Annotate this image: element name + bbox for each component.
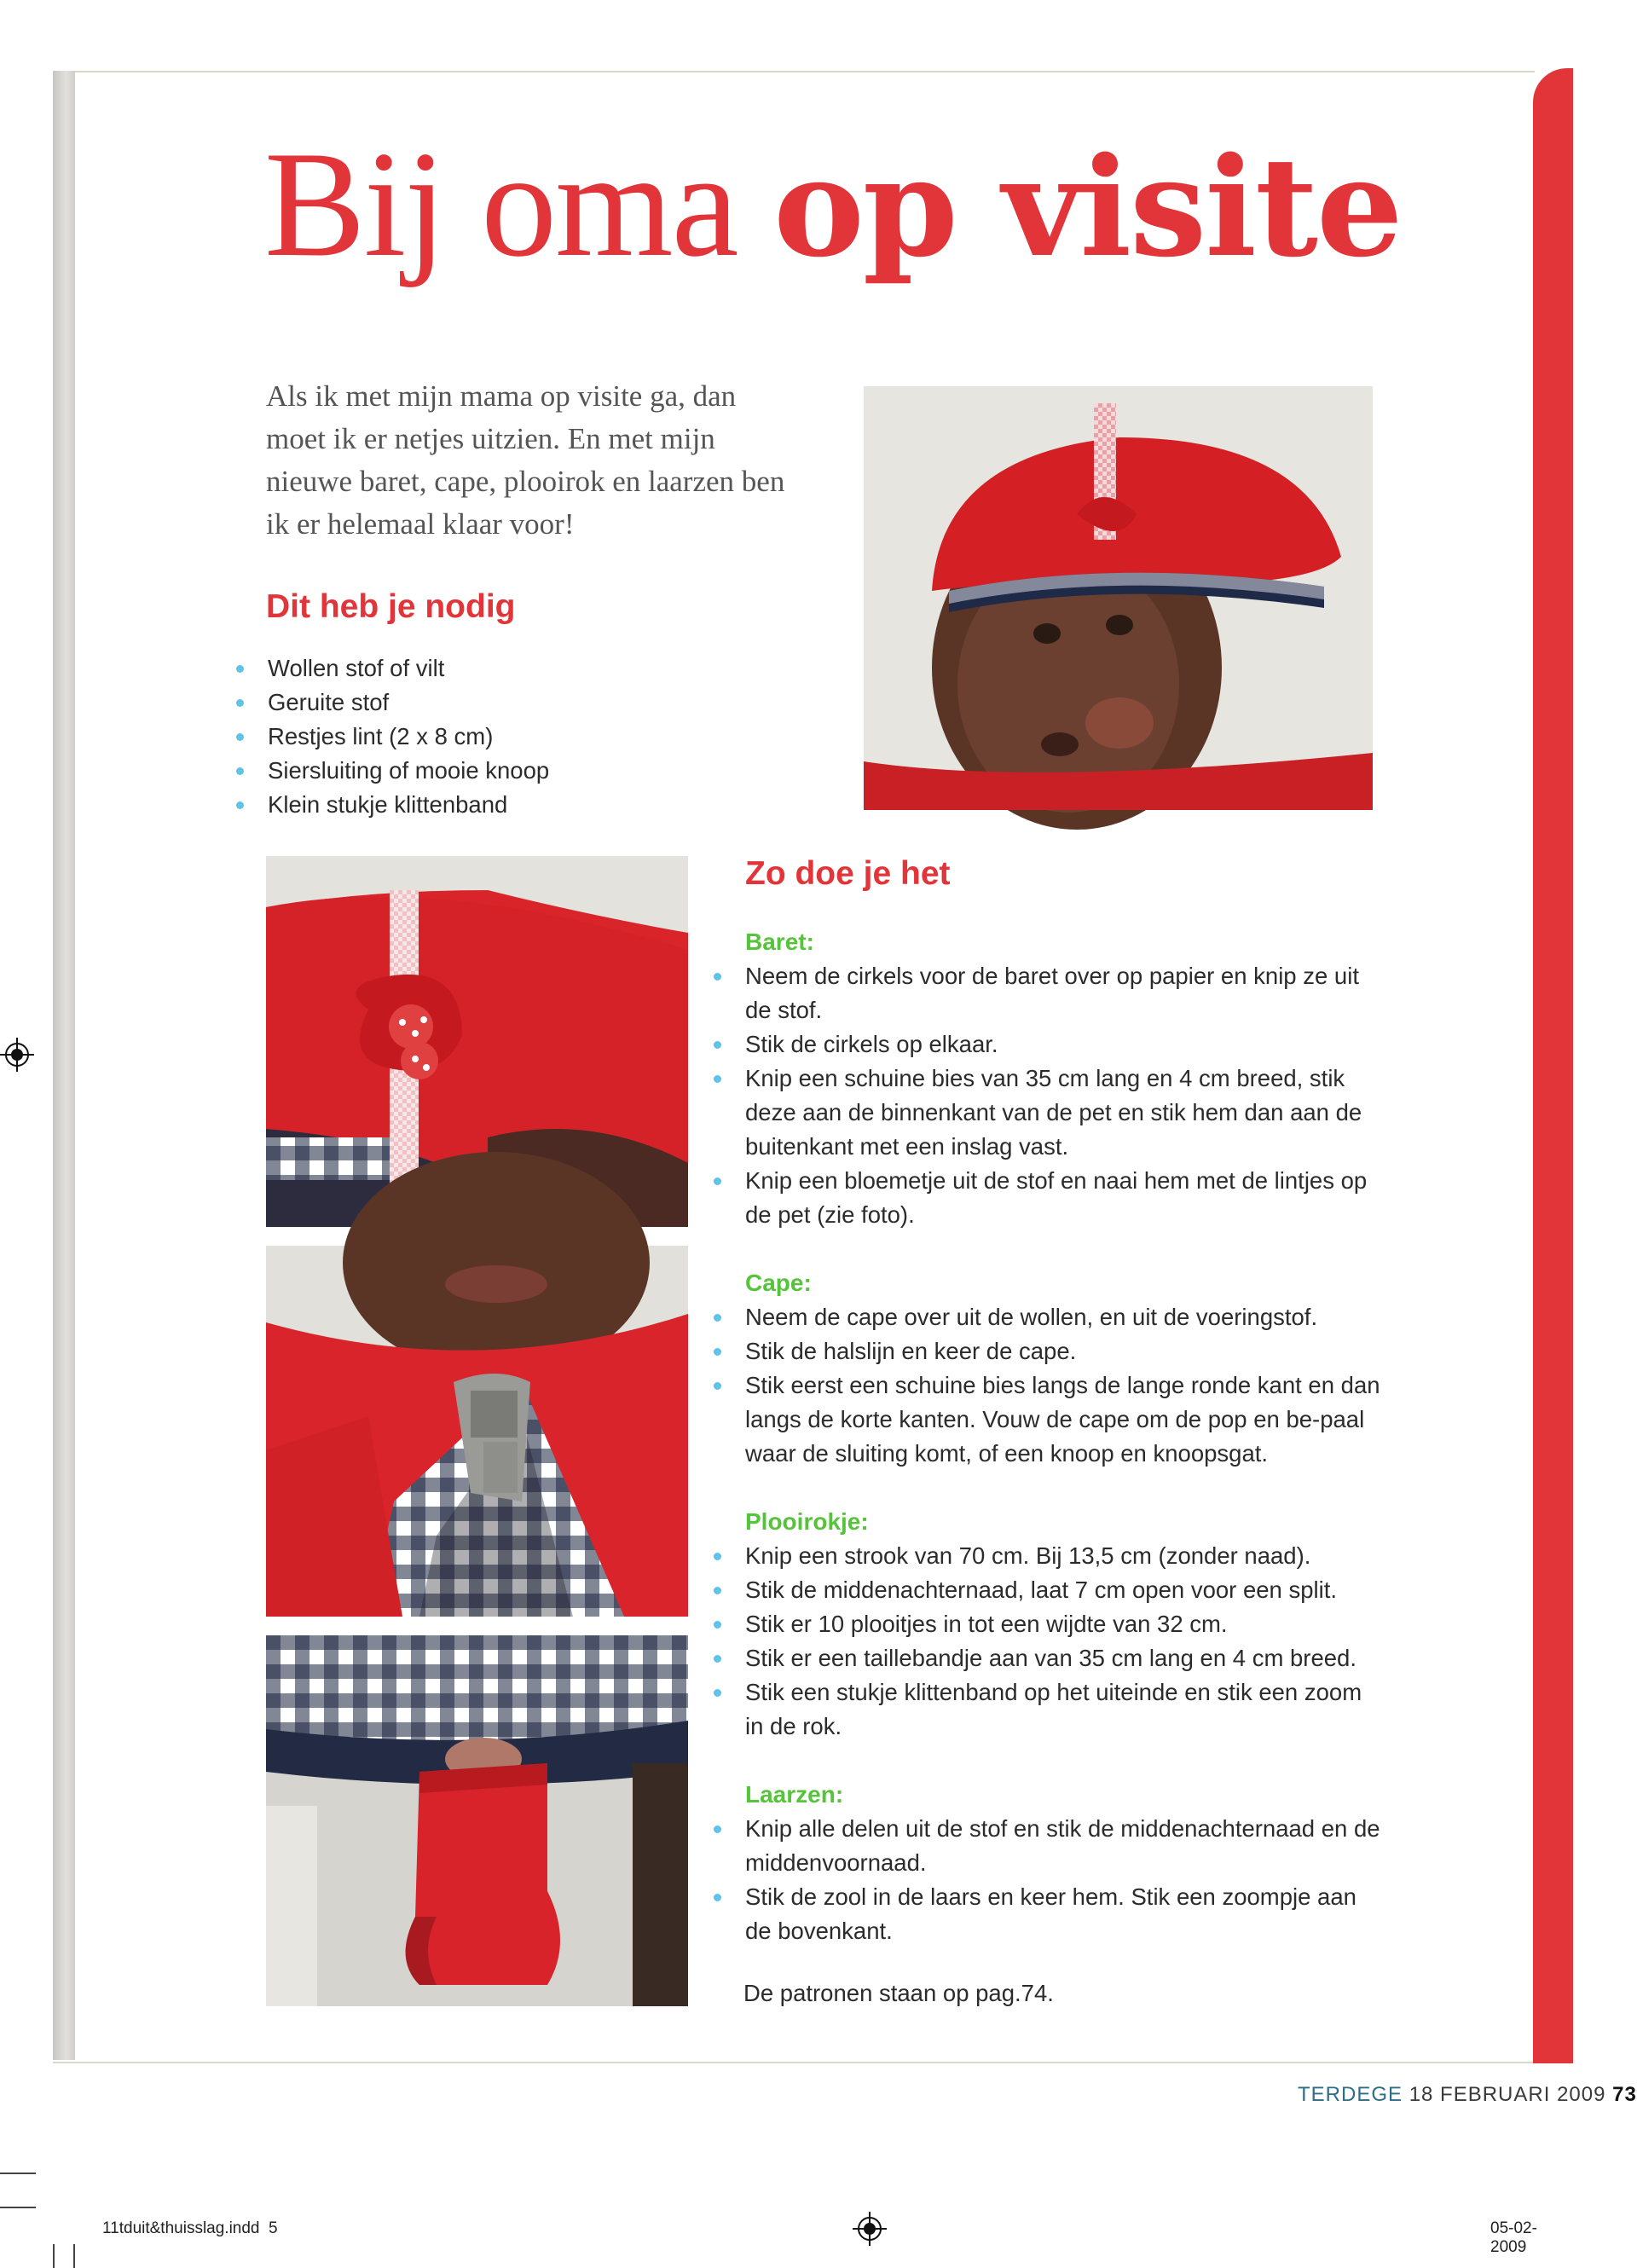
binding-strip (53, 71, 75, 2060)
section-baret (745, 925, 1381, 1232)
section-title: Plooirokje: (745, 1508, 869, 1535)
section-plooirokje (745, 1505, 1381, 1744)
slug-date: 05-02-2009 (1490, 2219, 1537, 2256)
section-title: Laarzen: (745, 1781, 844, 1808)
list-item: Restjes lint (2 x 8 cm) (268, 720, 779, 754)
list-item: Knip een bloemetje uit de stof en naai hem met de lintjes op de pet (zie foto). (745, 1164, 1381, 1232)
steps-list (745, 1539, 1381, 1744)
page-number: 73 (1612, 2083, 1637, 2106)
howto-heading: Zo doe je het (745, 855, 951, 892)
title-light: Bij oma (264, 119, 774, 288)
list-item: Stik een stukje klittenband op het uiteinde en stik een zoom in de rok. (745, 1675, 1381, 1744)
list-item: Stik de halslijn en keer de cape. (745, 1334, 1381, 1368)
list-item: Stik de cirkels op elkaar. (745, 1027, 1381, 1062)
photo-boot-detail (266, 1635, 688, 2006)
red-edge-band (1533, 68, 1573, 2063)
crop-mark (73, 2244, 75, 2268)
magazine-name: TERDEGE (1298, 2083, 1403, 2106)
list-item: Siersluiting of mooie knoop (268, 754, 779, 788)
closing-note: De patronen staan op pag.74. (743, 1980, 1054, 2006)
instructions (745, 925, 1381, 1982)
needs-list (268, 651, 779, 822)
steps-list (745, 1812, 1381, 1948)
list-item: Geruite stof (268, 686, 779, 720)
registration-mark-icon (853, 2212, 887, 2246)
section-laarzen (745, 1778, 1381, 1948)
list-item: Neem de cirkels voor de baret over op papier en knip ze uit de stof. (745, 959, 1381, 1027)
crop-mark (0, 2173, 36, 2174)
list-item: Stik de zool in de laars en keer hem. Stik een zoompje aan de bovenkant. (745, 1880, 1381, 1948)
page-footer (1298, 2083, 1637, 2107)
list-item: Wollen stof of vilt (268, 651, 779, 686)
list-item: Klein stukje klittenband (268, 788, 779, 822)
list-item: Knip alle delen uit de stof en stik de middenachternaad en de middenvoornaad. (745, 1812, 1381, 1880)
section-title: Baret: (745, 929, 814, 955)
photo-cape-detail (266, 1246, 688, 1617)
list-item: Stik de middenachternaad, laat 7 cm open voor een split. (745, 1573, 1381, 1607)
list-item: Knip een schuine bies van 35 cm lang en 4 cm breed, stik deze aan de binnenkant van de pet en stik hem dan aan de buitenkant met een inslag vast. (745, 1062, 1381, 1164)
registration-mark-icon (0, 1038, 34, 1072)
section-cape (745, 1266, 1381, 1471)
crop-mark (0, 2207, 36, 2208)
list-item: Knip een strook van 70 cm. Bij 13,5 cm (zonder naad). (745, 1539, 1381, 1573)
intro-paragraph: Als ik met mijn mama op visite ga, dan moet ik er netjes uitzien. En met mijn nieuwe baret, cape, plooirok en laarzen ben ik er helemaal klaar voor! (266, 379, 785, 541)
steps-list (745, 1300, 1381, 1471)
article-title (264, 119, 1402, 288)
needs-heading: Dit heb je nodig (266, 588, 516, 625)
title-bold: op visite (773, 127, 1402, 287)
slug-filename: 11tduit&thuisslag.indd 5 (102, 2219, 278, 2237)
section-title: Cape: (745, 1270, 812, 1296)
crop-mark (53, 2244, 55, 2268)
list-item: Stik er een taillebandje aan van 35 cm lang en 4 cm breed. (745, 1641, 1381, 1675)
list-item: Stik eerst een schuine bies langs de lange ronde kant en dan langs de korte kanten. Vouw de cape om de pop en be-paal waar de sluiting komt, of een knoop en knoopsgat. (745, 1368, 1381, 1471)
list-item: Neem de cape over uit de wollen, en uit de voeringstof. (745, 1300, 1381, 1334)
steps-list (745, 959, 1381, 1232)
list-item: Stik er 10 plooitjes in tot een wijdte van 32 cm. (745, 1607, 1381, 1641)
photo-doll-beret (864, 386, 1373, 810)
issue-date: 18 FEBRUARI 2009 (1409, 2083, 1606, 2106)
